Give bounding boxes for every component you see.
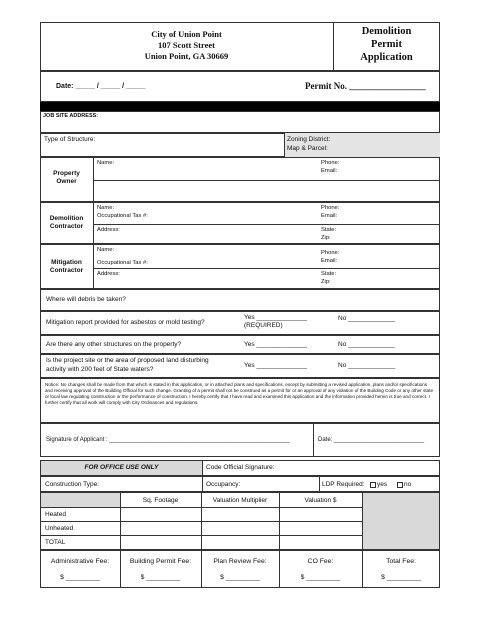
mitigation-name-field[interactable]: Name:	[97, 247, 115, 253]
mitigation-email-field[interactable]: Email:	[321, 258, 338, 264]
signature-divider	[313, 423, 314, 457]
state-waters-question-line1: Is the project site or the area of proposed land disturbing	[46, 357, 209, 364]
debris-question[interactable]: Where will debris be taken?	[46, 296, 126, 303]
valuation-col-sq-footage: Sq. Footage	[142, 497, 179, 504]
demolition-heading-line1: Demolition	[49, 215, 84, 222]
demolition-address-field[interactable]: Address:	[97, 227, 120, 233]
total-fee-field[interactable]: $ _________	[381, 574, 421, 581]
ldp-yes-label: yes	[377, 481, 388, 488]
demolition-heading-line2: Contractor	[49, 223, 84, 230]
owner-heading-line2: Owner	[56, 178, 77, 185]
building-permit-fee-label: Building Permit Fee:	[129, 558, 192, 565]
construction-divider-2	[319, 476, 320, 492]
fees-divider-1	[120, 550, 121, 588]
mitigation-report-required: (REQUIRED)	[244, 322, 283, 329]
construction-divider-1	[202, 476, 203, 492]
permit-number-field[interactable]: Permit No. _________________	[305, 81, 426, 91]
demolition-zip-field[interactable]: Zip:	[321, 235, 331, 241]
state-waters-question-line2: activity with 200 feet of State waters?	[46, 366, 154, 373]
mitigation-heading-line1: Mitigation	[51, 259, 82, 266]
administrative-fee-field[interactable]: $ _________	[60, 574, 100, 581]
valuation-row-line-3	[40, 535, 362, 536]
ldp-no-checkbox[interactable]	[397, 482, 403, 488]
fees-divider-2	[201, 550, 202, 588]
signature-date-field[interactable]: Date: ___________________________	[318, 437, 425, 443]
ldp-no-label: no	[404, 481, 412, 488]
plan-review-fee-field[interactable]: $ _________	[220, 574, 260, 581]
mitigation-report-question: Mitigation report provided for asbestos or mold testing?	[46, 319, 205, 326]
mitigation-heading-line2: Contractor	[49, 267, 84, 274]
plan-review-fee-label: Plan Review Fee:	[213, 558, 267, 565]
total-fee-label: Total Fee:	[386, 558, 416, 565]
valuation-row-total: TOTAL	[45, 539, 66, 546]
demolition-state-field[interactable]: State:	[321, 227, 337, 233]
valuation-side-block	[362, 493, 439, 549]
fees-divider-3	[279, 550, 280, 588]
mitigation-report-yes[interactable]: Yes ______________	[244, 314, 308, 321]
applicant-signature-field[interactable]: Signature of Applicant : ______________________________________________________	[46, 437, 290, 443]
building-permit-fee-field[interactable]: $ _________	[140, 574, 181, 581]
form-title-line3: Application	[360, 52, 413, 63]
valuation-header-blank	[41, 493, 120, 507]
valuation-row-heated: Heated	[45, 511, 66, 518]
mitigation-occ-tax-field[interactable]: Occupational Tax #:	[97, 260, 148, 266]
ldp-required-label: LDP Required:	[322, 481, 365, 488]
valuation-row-line-2	[40, 521, 362, 522]
valuation-row-unheated: Unheated	[45, 525, 74, 532]
valuation-col-valuation: Valuation $	[304, 497, 337, 504]
co-fee-label: CO Fee:	[307, 558, 334, 565]
demolition-divider	[93, 202, 94, 244]
demolition-phone-field[interactable]: Phone:	[321, 205, 340, 211]
valuation-col-multiplier: Valuation Multiplier	[212, 497, 268, 504]
mitigation-zip-field[interactable]: Zip:	[321, 279, 331, 285]
form-title-line1: Demolition	[361, 26, 412, 37]
mitigation-divider	[93, 244, 94, 289]
mitigation-state-field[interactable]: State:	[321, 271, 337, 277]
form-title-line2: Permit	[371, 39, 402, 50]
city-street: 107 Scott Street	[158, 40, 215, 50]
administrative-fee-label: Administrative Fee:	[50, 558, 110, 565]
ldp-yes-checkbox[interactable]	[370, 482, 376, 488]
construction-type-field[interactable]: Construction Type:	[45, 481, 100, 488]
demolition-email-field[interactable]: Email:	[321, 213, 338, 219]
city-name: City of Union Point	[151, 29, 222, 39]
job-site-label: JOB SITE ADDRESS:	[43, 113, 99, 119]
mitigation-report-no[interactable]: No _____________	[338, 315, 396, 322]
demolition-name-field[interactable]: Name:	[97, 205, 115, 211]
other-structures-no[interactable]: No _____________	[338, 341, 396, 348]
other-structures-question: Are there any other structures on the property?	[46, 341, 182, 348]
owner-email-field[interactable]: Email:	[321, 168, 338, 174]
demolition-occ-tax-field[interactable]: Occupational Tax #:	[97, 213, 148, 219]
notice-text: Notice: No changes shall be made from that which is stated in this application, or in attached plans and specifications, except by submitting a revised application, plans and/or specifications and receiving approval of the Building Official for such change. Granting of a permit shall not be construed as a permit for or an approval of any violation of the Building Code or any other state or local law regulating construction or the performance of construction. I hereby certify that I have read and examined this application and the information provided herein is true and correct. I further certify that all work will comply with City Ordinances and regulations.	[45, 382, 434, 406]
owner-heading-line1: Property	[53, 170, 80, 177]
type-of-structure-field[interactable]: Type of Structure:	[44, 136, 96, 143]
demolition-row-line	[93, 224, 440, 225]
mitigation-row-line	[93, 268, 440, 269]
owner-name-field[interactable]: Name:	[97, 160, 115, 166]
owner-row-line	[93, 180, 440, 181]
co-fee-field[interactable]: $ _________	[300, 574, 341, 581]
date-field[interactable]: Date: _____ / _____ / _____	[56, 83, 146, 90]
occupancy-field[interactable]: Occupancy:	[206, 481, 241, 488]
fees-row	[40, 550, 440, 588]
state-waters-yes[interactable]: Yes ______________	[244, 362, 308, 369]
zoning-district-field[interactable]: Zoning District:	[287, 136, 331, 143]
mitigation-phone-field[interactable]: Phone:	[321, 250, 340, 256]
fees-divider-4	[362, 550, 363, 588]
valuation-col-line-4	[362, 492, 363, 550]
office-use-heading: FOR OFFICE USE ONLY	[84, 464, 159, 471]
black-separator-bar	[40, 102, 440, 111]
job-site-section	[40, 111, 440, 133]
other-structures-yes[interactable]: Yes ______________	[244, 341, 308, 348]
mitigation-address-field[interactable]: Address:	[97, 271, 120, 277]
code-official-signature-field[interactable]: Code Official Signature:	[206, 464, 275, 471]
city-citystate: Union Point, GA 30669	[144, 51, 229, 61]
owner-phone-field[interactable]: Phone:	[321, 160, 340, 166]
valuation-row-line-1	[40, 507, 362, 508]
state-waters-no[interactable]: No _____________	[338, 362, 396, 369]
map-parcel-field[interactable]: Map & Parcel:	[287, 145, 328, 152]
